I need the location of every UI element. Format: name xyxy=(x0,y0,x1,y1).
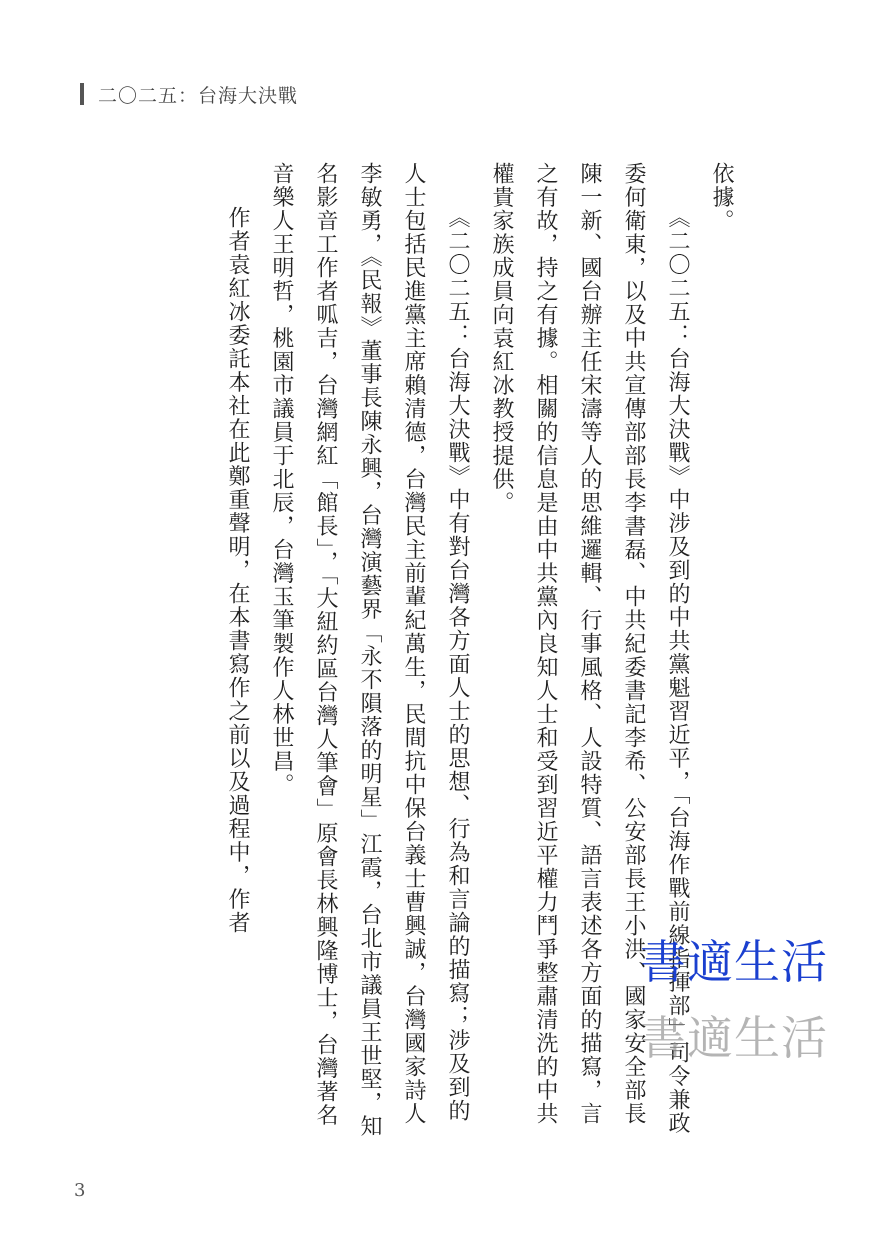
header-bar-mark xyxy=(80,83,84,105)
body-text-column xyxy=(123,162,743,1142)
paragraph: 依據。 xyxy=(709,162,734,233)
book-title: 二〇二五：台海大決戰 xyxy=(98,84,299,107)
running-header xyxy=(80,80,298,108)
page-number: 3 xyxy=(74,1180,86,1201)
watermark-secondary: 書適生活 xyxy=(640,1011,828,1065)
paragraph: 《二〇二五：台海大決戰》中涉及到的中共黨魁習近平，「台海作戰前線指揮部」司令兼政委何衛東，以及中共宣傳部部長李書磊、中共紀委書記李希、公安部長王小洪、國家安全部長陳一新、國台辦主任宋濤等人的思維邏輯、行事風格、人設特質、語言表述各方面的描寫，言之有故，持之有據。相關的信息是由中共黨內良知人士和受到習近平權力鬥爭整肅清洗的中共權貴家族成員向袁紅冰教授提供。 xyxy=(489,162,690,1135)
watermark-primary: 書適生活 xyxy=(640,935,828,989)
paragraph: 作者袁紅冰委託本社在此鄭重聲明，在本書寫作之前以及過程中，作者 xyxy=(225,206,250,935)
paragraph: 《二〇二五：台海大決戰》中有對台灣各方面人士的思想、行為和言論的描寫；涉及到的人士包括民進黨主席賴清德，台灣民主前輩紀萬生，民間抗中保台義士曹興誠，台灣國家詩人李敏勇，《民報》董事長陳永興，台灣演藝界「永不隕落的明星」江霞，台北市議員王世堅，知名影音工作者呱吉，台灣網紅「館長」，「大紐約區台灣人筆會」原會長林興隆博士，台灣著名音樂人王明哲，桃園市議員于北辰，台灣玉筆製作人林世昌。 xyxy=(269,162,470,1138)
